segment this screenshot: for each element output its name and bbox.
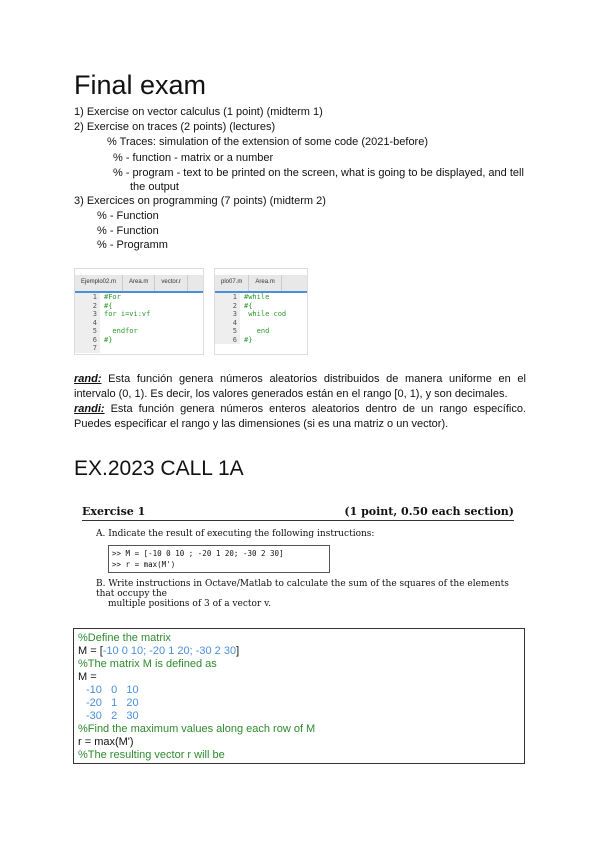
comment: %The matrix M is defined as (78, 658, 217, 670)
line-number: 5 (92, 327, 97, 335)
code-line: #{ (244, 301, 253, 310)
definition: Esta función genera números enteros aleatorios dentro de un rango específico. Puedes especificar el rango y las dimensiones (si es una matriz o un vector). (74, 403, 526, 430)
line-number: 6 (92, 335, 97, 344)
outline-line: 3) Exercices on programming (7 points) (midterm 2) (74, 195, 326, 207)
term: randi: (74, 403, 105, 415)
line-number: 6 (232, 335, 237, 344)
outline-line: % - Function (97, 210, 159, 222)
outline-line: % - Programm (97, 239, 168, 251)
code-line: end (244, 327, 270, 335)
outline-line: 2) Exercise on traces (2 points) (lectures) (74, 121, 276, 133)
line-number: 1 (92, 293, 97, 301)
code-line: while cod (244, 310, 287, 318)
code-line: #} (104, 335, 113, 344)
question-a: A. Indicate the result of executing the following instructions: (96, 529, 375, 539)
term: rand: (74, 373, 102, 385)
code-line: endfor (104, 327, 138, 335)
tab: Area.m (123, 275, 155, 291)
outline-line: % - function - matrix or a number (113, 152, 274, 164)
code-line (104, 344, 203, 353)
tab: plo07.m (215, 275, 249, 291)
editor-screenshot-while (214, 268, 308, 355)
code-line: M = (78, 671, 97, 683)
code-line: M = [-10 0 10; -20 1 20; -30 2 30] (78, 645, 240, 657)
code-line: for i=vi:vf (104, 310, 151, 318)
code-line: #For (104, 293, 121, 301)
code-line: >> r = max(M') (112, 560, 176, 569)
comment: %Find the maximum values along each row of M (78, 723, 316, 735)
outline-line: % - Function (97, 225, 159, 237)
comment: %Define the matrix (78, 632, 171, 644)
definition: Esta función genera números aleatorios distribuidos de manera uniforme en el intervalo (0, 1). Es decir, los valores generados están en el rango [0, 1), y son decimales. (74, 373, 526, 400)
matrix-row: -10 0 10 (86, 684, 139, 696)
matrix-row: -30 2 30 (86, 710, 139, 722)
line-number: 3 (232, 310, 237, 318)
tab: vector.r (155, 275, 188, 291)
question-b: B. Write instructions in Octave/Matlab to calculate the sum of the squares of the elements that occupy the (96, 579, 509, 599)
line-number: 7 (92, 344, 97, 352)
code-line: #while (244, 293, 270, 301)
rand-description (74, 372, 526, 402)
code-line: #} (244, 335, 253, 344)
code-line: r = max(M') (78, 736, 134, 748)
outline-line: the output (130, 181, 179, 193)
line-number: 2 (92, 301, 97, 310)
code-line: #{ (104, 301, 113, 310)
comment: %The resulting vector r will be (78, 749, 225, 761)
code-line (244, 319, 307, 328)
line-number: 4 (232, 318, 237, 327)
question-b-cont: multiple positions of 3 of a vector v. (108, 599, 271, 609)
section-heading: EX.2023 CALL 1A (74, 457, 244, 480)
line-number: 1 (232, 293, 237, 301)
line-number: 3 (92, 310, 97, 318)
code-line: >> M = [-10 0 10 ; -20 1 20; -30 2 30] (112, 549, 284, 558)
exercise-points: (1 point, 0.50 each section) (344, 505, 514, 518)
code-box (108, 545, 330, 573)
exercise-title: Exercise 1 (82, 505, 146, 518)
matrix-row: -20 1 20 (86, 697, 139, 709)
editor-screenshot-for (74, 268, 204, 355)
line-number: 4 (92, 318, 97, 327)
outline-line: % - program - text to be printed on the screen, what is going to be displayed, and tell (113, 167, 524, 179)
answer-code-box (73, 628, 525, 764)
outline-line: 1) Exercise on vector calculus (1 point) (midterm 1) (74, 106, 323, 118)
tab: Area.m (249, 275, 281, 291)
code-line (104, 319, 203, 328)
tab: Ejemplo02.m (75, 275, 123, 291)
outline-line: % Traces: simulation of the extension of some code (2021-before) (107, 136, 429, 148)
line-number: 2 (232, 301, 237, 310)
line-number: 5 (232, 327, 237, 335)
page-title: Final exam (74, 70, 207, 100)
randi-description (74, 402, 526, 432)
exercise-image (82, 505, 514, 609)
